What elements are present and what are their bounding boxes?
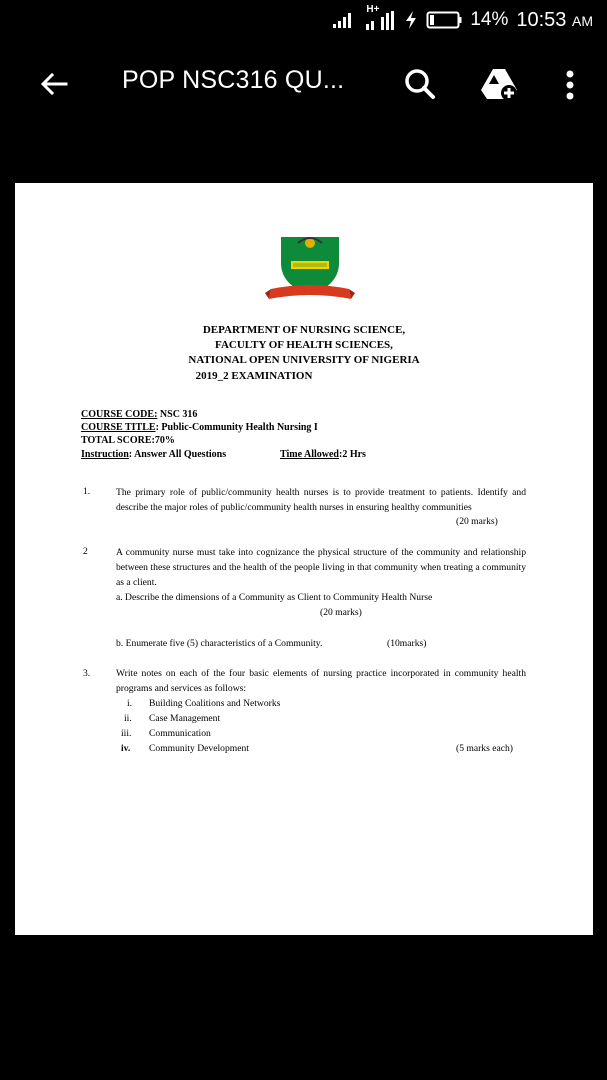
q3-item-text: Case Management	[149, 713, 221, 724]
q3-item-num: ii.	[124, 713, 132, 724]
header-line-1: DEPARTMENT OF NURSING SCIENCE,	[202, 324, 406, 336]
back-button[interactable]	[34, 64, 74, 104]
data-signal-icon	[364, 4, 396, 32]
signal-icon	[332, 11, 356, 29]
instruction-label: Instruction	[81, 449, 129, 460]
course-code	[81, 408, 197, 421]
course-title-value: : Public-Community Health Nursing I	[155, 422, 318, 433]
arrow-left-icon	[34, 64, 74, 104]
university-logo	[265, 233, 355, 307]
clock-time: 10:53	[516, 8, 567, 31]
drive-add-icon	[478, 62, 522, 106]
q3-number: 3.	[83, 668, 91, 679]
clock-ampm: AM	[572, 12, 593, 29]
course-code-label: COURSE CODE:	[81, 409, 158, 420]
q3-text: Write notes on each of the four basic elements of nursing practice incorporated in community health programs and services as follows:	[116, 668, 526, 694]
document-page[interactable]	[15, 183, 593, 935]
instruction-value: : Answer All Questions	[128, 449, 227, 460]
q1-text: The primary role of public/community health nurses is to provide treatment to patients. Identify and describe the major roles of public/community health nurses in ensuring healthy communities	[116, 487, 526, 513]
q1-marks: (20 marks)	[456, 516, 498, 527]
q2a-text: a. Describe the dimensions of a Community as Client to Community Health Nurse	[116, 592, 433, 603]
q1-number: 1.	[83, 486, 91, 497]
search-button[interactable]	[398, 62, 442, 106]
q2a-marks: (20 marks)	[320, 607, 362, 618]
q2b-text: b. Enumerate five (5) characteristics of a Community.	[116, 638, 323, 649]
q2b-marks: (10marks)	[387, 638, 427, 649]
charging-icon	[404, 10, 418, 30]
course-code-value: NSC 316	[157, 409, 198, 420]
q3-item-num: i.	[127, 698, 133, 709]
header-line-4: 2019_2 EXAMINATION	[195, 370, 313, 382]
q3-item-num: iv.	[121, 743, 131, 754]
time-allowed-label: Time Allowed	[280, 449, 339, 460]
course-title	[81, 421, 318, 434]
course-title-label: COURSE TITLE	[81, 422, 156, 433]
q3-item-num: iii.	[121, 728, 132, 739]
search-icon	[398, 62, 442, 106]
battery-icon	[426, 10, 462, 30]
more-options-button[interactable]	[548, 62, 592, 106]
instruction	[81, 448, 226, 461]
q2-number: 2	[83, 546, 88, 557]
status-bar	[0, 0, 607, 42]
app-bar	[0, 42, 607, 122]
battery-percent: 14%	[470, 9, 509, 30]
total-score: TOTAL SCORE:70%	[81, 435, 175, 446]
header-line-2: FACULTY OF HEALTH SCIENCES,	[215, 339, 393, 351]
q3-marks: (5 marks each)	[456, 743, 514, 754]
q3-item-text: Building Coalitions and Networks	[149, 698, 281, 709]
document-title: POP NSC316 QU...	[122, 66, 345, 94]
add-to-drive-button[interactable]	[478, 62, 522, 106]
more-vert-icon	[548, 62, 592, 106]
time-allowed-value: :2 Hrs	[338, 449, 366, 460]
clock	[516, 9, 593, 32]
network-type-label: H+	[366, 4, 380, 15]
q2-text: A community nurse must take into cognizance the physical structure of the community and relationship between these structures and the health of the people living in that community when treating a community as a client.	[116, 547, 526, 588]
time-allowed	[280, 448, 366, 461]
header-line-3: NATIONAL OPEN UNIVERSITY OF NIGERIA	[188, 354, 420, 366]
q3-item-text: Communication	[149, 728, 211, 739]
q3-item-text: Community Development	[149, 743, 249, 754]
